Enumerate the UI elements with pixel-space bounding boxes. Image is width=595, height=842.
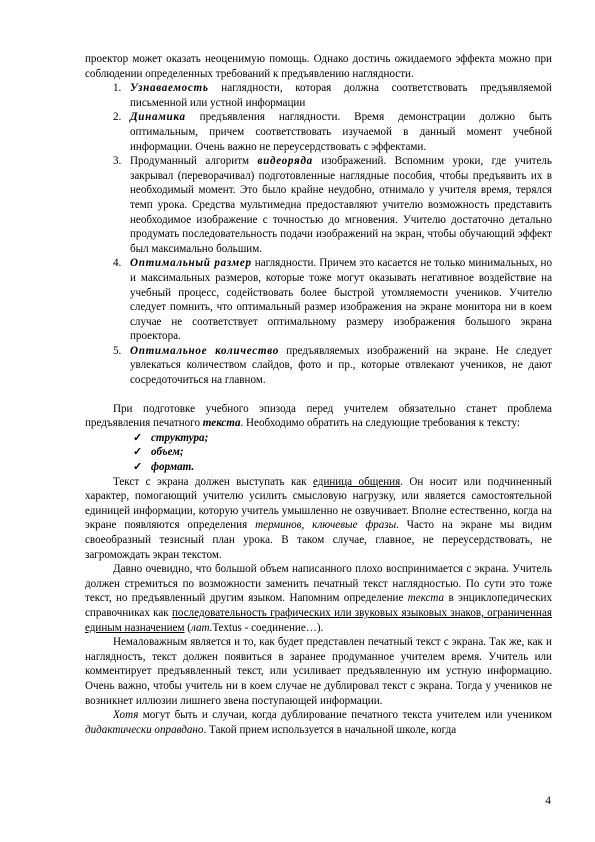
list-number: 3. (113, 155, 122, 168)
checkmark-icon: ✓ (133, 461, 143, 474)
paragraph-duplication: Хотя могут быть и случаи, когда дублирование печатного текста учителем или учеником дидактически оправдано. Такой прием используется в начальной школе, когда (85, 709, 552, 736)
document-page (85, 52, 552, 737)
list-number: 5. (113, 344, 122, 357)
check-item: ✓ формат. (133, 461, 195, 474)
list-item (85, 81, 552, 110)
checkmark-icon: ✓ (133, 431, 143, 444)
paragraph-intro: проектор может оказать неоценимую помощь. Однако достичь ожидаемого эффекта можно при соблюдении определенных требований к предъявлению наглядности. (85, 53, 552, 80)
list-text: предъявляемых изображений на экране. Не следует увлекаться количеством слайдов, фото и пр., которые отвлекают учеников, не дают сосредоточиться на главном. (130, 344, 552, 387)
list-term: Динамика (130, 111, 186, 124)
checklist (85, 431, 552, 475)
list-number: 2. (113, 111, 122, 124)
italic-word: Хотя (113, 709, 139, 722)
list-text: предъявления наглядности. Время демонстрации должно быть оптимальным, причем соответствовать изучаемой в данный момент учебной информации. Очень важно не переусердствовать с эффектами. (130, 111, 552, 153)
italic-phrase: дидактически оправдано (85, 723, 204, 736)
paragraph-text-requirements: При подготовке учебного эпизода перед учителем обязательно станет проблема предъявления печатного текста. Необходимо обратить на следующие требования к тексту: (85, 402, 552, 430)
list-text-pre: Продуманный алгоритм (130, 155, 258, 168)
paragraph-text-unit: Текст с экрана должен выступать как единица общения. Он носит или подчиненный характер, помогающий учителю усилить смысловую нагрузку, или является самостоятельной единицей информации, которую учитель умышленно не озвучивает. Вполне естественно, когда на экране появляются определения терминов, ключевые фразы. Часто на экране мы видим своеобразный тезисный план урока. В таком случае, главное, не переусердствовать, не загромождать экран текстом. (85, 475, 552, 561)
paragraph-text-presentation: Немаловажным является и то, как будет представлен печатный текст с экрана. Так же, как и наглядность, текст должен появиться в заранее продуманное учителем время. Учитель или комментирует предъявленный текст, или усиливает предъявленную им устную информацию. Очень важно, чтобы учитель ни в коем случае не дублировал текст с экрана. Тогда у учеников не возникнет иллюзии лишнего звена поступающей информации. (85, 636, 552, 707)
italic-terms: терминов, ключевые фразы (255, 519, 397, 532)
list-item (85, 110, 552, 154)
italic-abbrev: лат. (191, 621, 213, 634)
requirements-list (85, 81, 552, 387)
list-text: наглядности. Причем это касается не только минимальных, но и максимальных размеров, которые тоже могут оказывать негативное воздействие на учебный процесс, содействовать более быстрой утомляемости учеников. Учителю следует помнить, что оптимальный размер изображения на экране монитора ни в коем случае не соответствует оптимальному размеру изображения большого экрана проектора. (130, 257, 552, 343)
underlined-definition: последовательность графических или звуковых языковых знаков, ограниченная единым назначением (85, 606, 552, 634)
list-term: Оптимальное количество (130, 344, 279, 357)
emphasis-text: текста (202, 417, 241, 430)
list-term: Узнаваемость (130, 82, 209, 95)
page-number: 4 (545, 795, 551, 807)
checkmark-icon: ✓ (133, 446, 143, 459)
italic-term: текста (407, 592, 445, 605)
list-term: видеоряда (257, 155, 313, 168)
check-item: ✓ объем; (133, 446, 184, 459)
list-text: наглядности, которая должна соответствовать предъявляемой письменной или устной информации (130, 82, 552, 109)
list-item (85, 256, 552, 344)
paragraph-text-volume: Давно очевидно, что большой объем написанного плохо воспринимается с экрана. Учитель должен стремиться по возможности заменить печатный текст наглядностью. По сути это тоже текст, но предъявленный другим языком. Напомним определение текста в энциклопедических справочниках как последовательность графических или звуковых языковых знаков, ограниченная единым назначением (лат.Textus - соединение…). (85, 563, 552, 634)
underlined-term: единица общения (313, 475, 401, 488)
list-text: изображений. Вспомним уроки, где учитель закрывал (переворачивал) подготовленные наглядные пособия, чтобы предъявить их в необходимый момент. Это было крайне неудобно, отнимало у учителя время, терялся темп урока. Средства мультимедиа предоставляют учителю возможность представить необходимое изображение с точностью до мгновения. Учителю достаточно детально продумать последовательность подачи изображений на экран, чтобы обучающий эффект был максимально большим. (130, 155, 552, 255)
list-number: 1. (113, 82, 122, 95)
list-term: Оптимальный размер (130, 257, 252, 270)
check-item: ✓ структура; (133, 431, 209, 444)
list-number: 4. (113, 257, 122, 270)
list-item (85, 154, 552, 256)
list-item (85, 344, 552, 388)
